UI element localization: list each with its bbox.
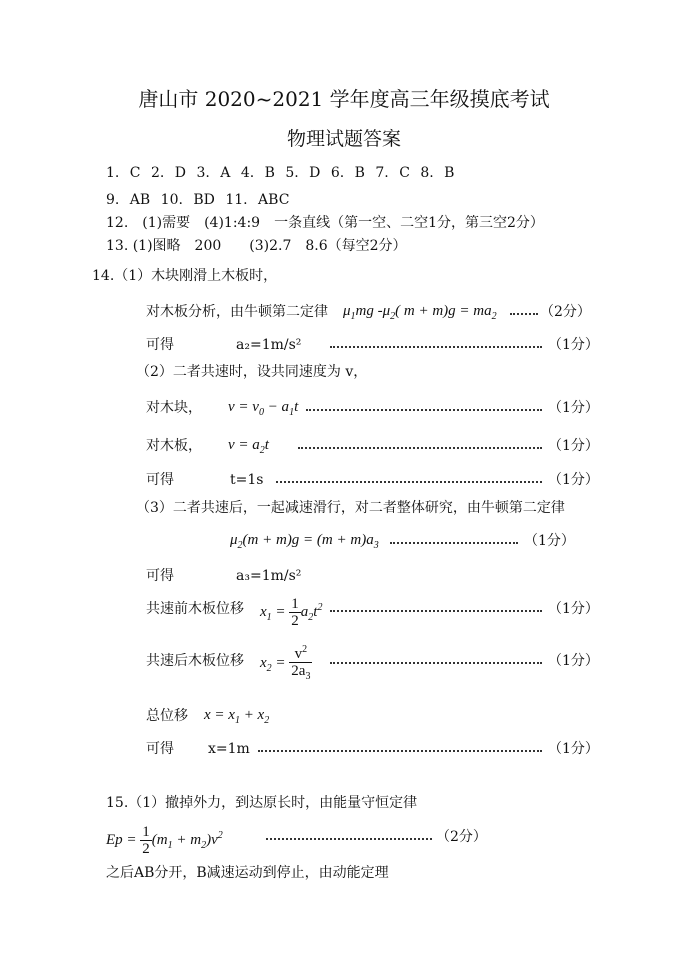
q15-eq-energy: Ep = $\frac{1}{2}$ $(m_1 + m_2)v^2$ xyxy=(106,824,223,858)
page-subtitle: 物理试题答案 xyxy=(286,128,401,150)
points-label: （1分） xyxy=(524,533,575,549)
answers-line-1: 1. C 2. D 3. A 4. B 5. D 6. B 7. C 8. B xyxy=(106,165,455,181)
points-label: （1分） xyxy=(548,337,599,353)
q14-eq-newton-board: $\mu_1mg$ $-\mu_2$( $m + m)g = ma_2$ xyxy=(343,303,497,322)
q14-x2-label: 共速后木板位移 xyxy=(146,653,244,669)
q14-eq-x1: $x_1$ = $\frac{1}{2}$ $a_2t^2$ xyxy=(260,596,323,630)
q14-eq-x2: $x_2$ = $\frac{v^2}{2a_3}$ xyxy=(260,644,311,682)
q15-part1: 15.（1）撤掉外力，到达原长时，由能量守恒定律 xyxy=(106,795,418,811)
q14-board-analysis: 对木板分析，由牛顿第二定律 xyxy=(146,304,328,320)
leader-dots xyxy=(306,409,542,411)
q14-part3: （3）二者共速后，一起减速滑行，对二者整体研究，由牛顿第二定律 xyxy=(136,500,565,516)
answer-q13: 13. (1)图略 200 (3)2.7 8.6（每空2分） xyxy=(106,238,407,254)
q14-result-label: 可得 xyxy=(146,741,174,757)
points-label: （1分） xyxy=(548,653,599,669)
leader-dots xyxy=(330,662,542,664)
answer-q12: 12. (1)需要 (4)1:4:9 一条直线（第一空、二空1分，第三空2分） xyxy=(106,215,544,231)
q14-part1: 14.（1）木块刚滑上木板时， xyxy=(92,268,278,284)
q14-result-label: 可得 xyxy=(146,472,174,488)
q14-board-label: 对木板， xyxy=(146,438,202,454)
q14-a2-value: a₂=1m/s² xyxy=(236,337,302,353)
leader-dots xyxy=(276,481,542,483)
q14-x1-label: 共速前木板位移 xyxy=(146,601,244,617)
leader-dots xyxy=(258,750,542,752)
page-title: 唐山市 2020~2021 学年度高三年级摸底考试 xyxy=(138,87,550,111)
leader-dots xyxy=(330,346,542,348)
points-label: （1分） xyxy=(548,601,599,617)
points-label: （1分） xyxy=(548,438,599,454)
points-label: （2分） xyxy=(540,304,591,320)
q14-result-label: 可得 xyxy=(146,568,174,584)
answers-line-2: 9. AB 10. BD 11. ABC xyxy=(106,192,290,208)
q14-result-label: 可得 xyxy=(146,337,174,353)
q15-ab-line: 之后AB分开，B减速运动到停止，由动能定理 xyxy=(106,865,389,881)
points-label: （1分） xyxy=(548,472,599,488)
points-label: （1分） xyxy=(548,741,599,757)
q14-t-value: t=1s xyxy=(230,472,264,488)
leader-dots xyxy=(330,610,542,612)
q14-x-value: x=1m xyxy=(208,741,250,757)
q14-eq-whole: $\mu_2(m + m)g = (m + m)a_3$ xyxy=(230,532,379,551)
leader-dots xyxy=(510,313,538,315)
q14-eq-board: $v = a_2t$ xyxy=(228,437,269,456)
leader-dots xyxy=(390,542,518,544)
q14-block-label: 对木块， xyxy=(146,400,202,416)
points-label: （2分） xyxy=(436,829,487,845)
points-label: （1分） xyxy=(548,400,599,416)
q14-part2: （2）二者共速时，设共同速度为 v， xyxy=(136,364,368,380)
leader-dots xyxy=(298,447,542,449)
q14-eq-x-total: $x = x_1 + x_2$ xyxy=(204,707,270,726)
leader-dots xyxy=(266,838,432,840)
q14-eq-block: $v = v_0 - a_1t$ xyxy=(228,399,299,418)
q14-a3-value: a₃=1m/s² xyxy=(236,568,302,584)
q14-x-total-label: 总位移 xyxy=(146,708,188,724)
